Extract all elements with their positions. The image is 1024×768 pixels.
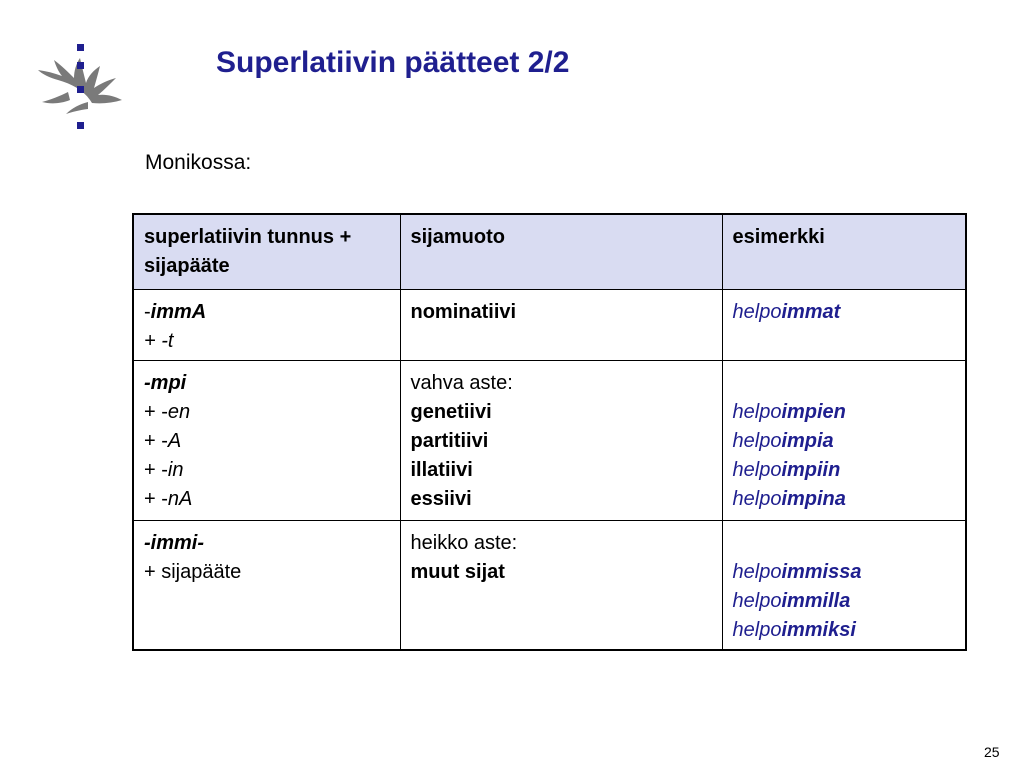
marker-text: immA <box>150 300 207 323</box>
page-number: 25 <box>984 744 1000 760</box>
example-cell <box>722 289 966 360</box>
marker-cell <box>133 289 400 360</box>
ending-text: + sijapääte <box>144 560 242 583</box>
ending-prefix: + - <box>144 400 168 423</box>
example-word <box>733 427 958 456</box>
example-suffix: impiin <box>781 458 841 481</box>
ending-text: en <box>167 400 191 423</box>
example-base: helpo <box>732 300 782 323</box>
example-suffix: immiksi <box>781 618 856 641</box>
superlative-endings-table <box>132 213 967 651</box>
example-cell <box>722 520 966 650</box>
case-name: essiivi <box>410 487 472 510</box>
case-cell <box>400 289 722 360</box>
case-name: illatiivi <box>410 458 473 481</box>
example-cell <box>722 360 966 520</box>
example-suffix: impien <box>781 400 846 423</box>
header-cell-case: sijamuoto <box>400 214 722 289</box>
marker-dash: - <box>144 300 151 323</box>
grade-label: heikko aste: <box>410 531 518 554</box>
example-base: helpo <box>732 458 782 481</box>
example-base: helpo <box>732 589 782 612</box>
slide-title: Superlatiivin päätteet 2/2 <box>216 46 570 79</box>
ending-prefix: + - <box>144 458 168 481</box>
university-flame-logo-icon <box>28 40 128 138</box>
marker-cell <box>133 520 400 650</box>
ending-text: + -t <box>144 329 174 352</box>
case-name: nominatiivi <box>410 300 517 323</box>
ending-text: A <box>167 429 182 452</box>
example-word <box>733 398 958 427</box>
case-name: muut sijat <box>410 560 505 583</box>
grade-label: vahva aste: <box>410 371 513 394</box>
ending-text: nA <box>167 487 193 510</box>
example-suffix: immat <box>781 300 841 323</box>
marker-text: -immi- <box>144 531 204 554</box>
header-cell-marker: superlatiivin tunnus + sijapääte <box>133 214 400 289</box>
example-word <box>733 298 958 327</box>
example-suffix: impina <box>781 487 846 510</box>
example-word <box>733 587 958 616</box>
example-suffix: immissa <box>781 560 862 583</box>
header-cell-example: esimerkki <box>722 214 966 289</box>
marker-cell <box>133 360 400 520</box>
table-header-row <box>133 214 966 289</box>
table-row <box>133 520 966 650</box>
example-base: helpo <box>732 429 782 452</box>
case-name: partitiivi <box>410 429 489 452</box>
example-word <box>733 558 958 587</box>
example-base: helpo <box>732 487 782 510</box>
table-row <box>133 289 966 360</box>
example-suffix: immilla <box>781 589 851 612</box>
example-base: helpo <box>732 618 782 641</box>
ending-prefix: + - <box>144 487 168 510</box>
example-word <box>733 616 958 645</box>
example-base: helpo <box>732 560 782 583</box>
example-word <box>733 456 958 485</box>
case-name: genetiivi <box>410 400 492 423</box>
marker-text: -mpi <box>144 371 187 394</box>
slide-subtitle: Monikossa: <box>145 151 252 174</box>
ending-text: in <box>167 458 184 481</box>
case-cell <box>400 520 722 650</box>
ending-prefix: + - <box>144 429 168 452</box>
case-cell <box>400 360 722 520</box>
example-base: helpo <box>732 400 782 423</box>
example-word <box>733 485 958 514</box>
table-row <box>133 360 966 520</box>
example-suffix: impia <box>781 429 834 452</box>
